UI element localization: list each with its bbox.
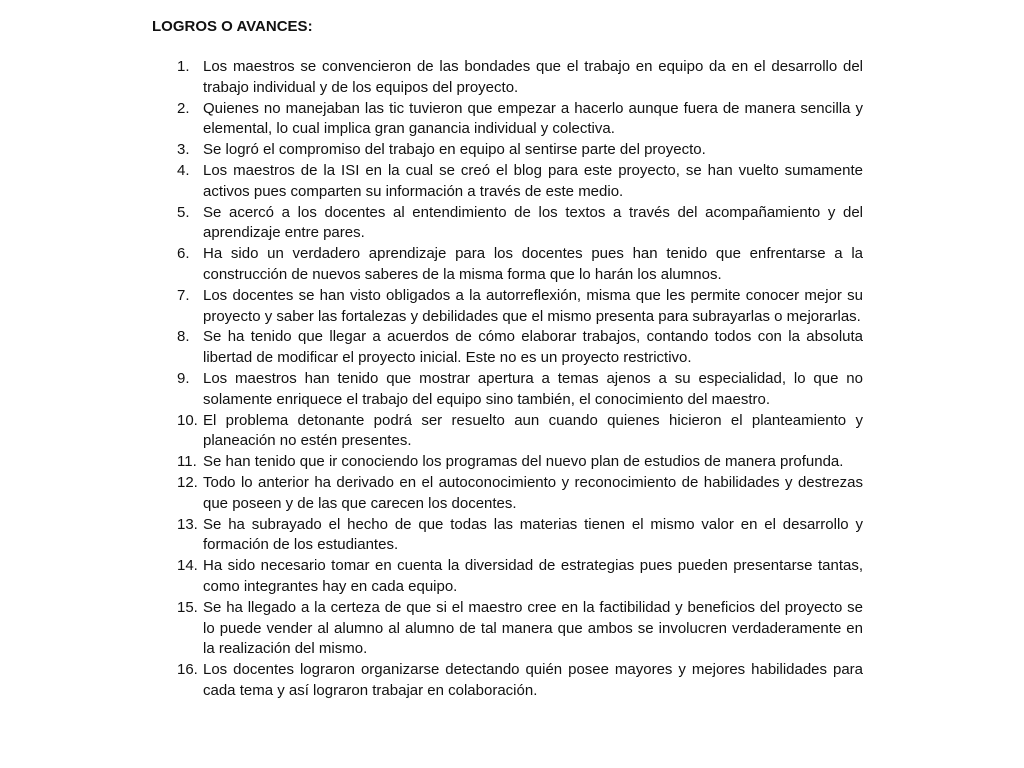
list-item: [152, 244, 863, 286]
list-item-text: Se acercó a los docentes al entendimiento de los textos a través del acompañamiento y del aprendizaje entre pares.: [203, 203, 863, 242]
list-item-text: Los maestros de la ISI en la cual se creó el blog para este proyecto, se han vuelto sumamente activos pues comparten su información a través de este medio.: [203, 161, 863, 200]
list-item-number: 13.: [177, 515, 198, 533]
list-item: [152, 327, 863, 369]
document-page: [152, 16, 863, 702]
list-item: [152, 598, 863, 660]
list-item-number: 12.: [177, 473, 198, 491]
list-item: [152, 556, 863, 598]
list-item-number: 15.: [177, 598, 198, 616]
list-item-text: Todo lo anterior ha derivado en el autoconocimiento y reconocimiento de habilidades y destrezas que poseen y de las que carecen los docentes.: [203, 473, 863, 512]
list-item: [152, 286, 863, 328]
list-item: [152, 161, 863, 203]
list-item: [152, 140, 863, 161]
list-item: [152, 369, 863, 411]
list-item-number: 3.: [177, 141, 190, 159]
list-item-number: 6.: [177, 245, 190, 263]
list-item: [152, 411, 863, 453]
list-item: [152, 452, 863, 473]
list-item: [152, 99, 863, 141]
list-item-text: Los maestros se convencieron de las bondades que el trabajo en equipo da en el desarrollo del trabajo individual y de los equipos del proyecto.: [203, 58, 863, 96]
list-item-text: Se logró el compromiso del trabajo en equipo al sentirse parte del proyecto.: [203, 141, 706, 159]
list-item-text: Los maestros han tenido que mostrar apertura a temas ajenos a su especialidad, lo que no solamente enriquece el trabajo del equipo sino también, el conocimiento del maestro.: [203, 369, 863, 408]
list-item-number: 5.: [177, 203, 190, 221]
list-item-text: Se ha llegado a la certeza de que si el maestro cree en la factibilidad y beneficios del proyecto se lo puede vender al alumno al alumno de tal manera que ambos se involucren verdaderamente en la realización del mismo.: [203, 598, 863, 658]
list-item: [152, 57, 863, 99]
list-item: [152, 515, 863, 557]
list-item-text: Los docentes lograron organizarse detectando quién posee mayores y mejores habilidades para cada tema y así lograron trabajar en colaboración.: [203, 661, 863, 699]
list-item-number: 10.: [177, 411, 198, 429]
list-item-number: 1.: [177, 58, 190, 75]
list-item-number: 7.: [177, 286, 190, 304]
list-item-text: El problema detonante podrá ser resuelto aun cuando quienes hicieron el planteamiento y planeación no estén presentes.: [203, 411, 863, 450]
list-item-number: 14.: [177, 557, 198, 575]
list-item: [152, 660, 863, 702]
list-item-number: 8.: [177, 328, 190, 346]
list-item-text: Ha sido necesario tomar en cuenta la diversidad de estrategias pues pueden presentarse tantas, como integrantes hay en cada equipo.: [203, 557, 863, 595]
list-item-number: 16.: [177, 661, 198, 679]
list-item-text: Se han tenido que ir conociendo los programas del nuevo plan de estudios de manera profunda.: [203, 453, 844, 471]
list-item: [152, 203, 863, 245]
list-item-number: 11.: [177, 453, 197, 471]
section-heading: LOGROS O AVANCES:: [152, 18, 313, 35]
list-item-text: Se ha subrayado el hecho de que todas las materias tienen el mismo valor en el desarrollo y formación de los estudiantes.: [203, 515, 863, 554]
achievements-list: [152, 57, 863, 702]
list-item-number: 2.: [177, 99, 190, 117]
list-item-text: Quienes no manejaban las tic tuvieron que empezar a hacerlo aunque fuera de manera sencilla y elemental, lo cual implica gran ganancia individual y colectiva.: [203, 99, 863, 138]
list-item-number: 4.: [177, 161, 190, 179]
list-item: [152, 473, 863, 515]
list-item-text: Ha sido un verdadero aprendizaje para los docentes pues han tenido que enfrentarse a la construcción de nuevos saberes de la misma forma que lo harán los alumnos.: [203, 245, 863, 283]
list-item-text: Los docentes se han visto obligados a la autorreflexión, misma que les permite conocer mejor su proyecto y saber las fortalezas y debilidades que el mismo presenta para subrayarlas o mejorarlas.: [203, 286, 863, 325]
list-item-number: 9.: [177, 369, 190, 387]
list-item-text: Se ha tenido que llegar a acuerdos de cómo elaborar trabajos, contando todos con la absoluta libertad de modificar el proyecto inicial. Este no es un proyecto restrictivo.: [203, 328, 863, 367]
